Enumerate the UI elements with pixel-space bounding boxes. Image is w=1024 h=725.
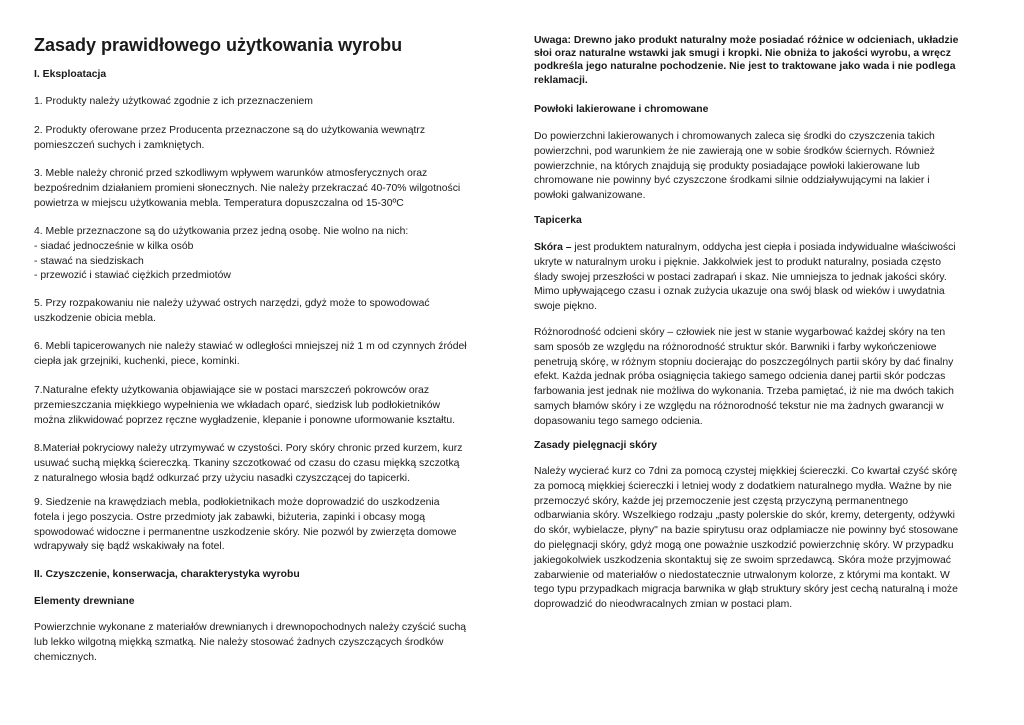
coatings-text: Do powierzchni lakierowanych i chromowanych zaleca się środki do czyszczenia takich powierzchni, pod warunkiem że nie zawierają one w sobie środków ściernych. Również powierzchnie, na których znajdują się produkty posiadające powłoki lakierowane lub chromowane nie powinny być czyszczone środkami silnie oddziaływującymi na lakier i powłoki galwanizowane. [534, 131, 935, 202]
rule-item-3: 3. Meble należy chronić przed szkodliwym wpływem warunków atmosferycznych oraz bezpośrednim działaniem promieni słonecznych. Nie należy przekraczać 40-70% wilgotności powietrza w miejscu użytkowania mebla. Temperatura dopuszczalna od 15-30ºC [34, 168, 461, 209]
rule-item-6: 6. Mebli tapicerowanych nie należy stawiać w odległości mniejszej niż 1 m od czynnych źródeł ciepła jak grzejniki, kuchenki, piece, kominki. [34, 341, 467, 367]
section-czyszczenie-heading: II. Czyszczenie, konserwacja, charakterystyka wyrobu [34, 569, 300, 580]
rule-item-8: 8.Materiał pokryciowy należy utrzymywać w czystości. Pory skóry chronic przed kurzem, kurz usuwać suchą miękką ściereczką. Tkaniny szczotkować od czasu do czasu miękką szczotką z naturalnego włosia bądź odkurzać przy użyciu nasadki czyszczącej do tapicerki. [34, 443, 463, 484]
rule-item-2: 2. Produkty oferowane przez Producenta przeznaczone są do użytkowania wewnątrz pomieszczeń suchych i zamkniętych. [34, 125, 426, 151]
rule-item-9: 9. Siedzenie na krawędziach mebla, podłokietnikach może doprowadzić do uszkodzenia fotela i jego poszycia. Ostre przedmioty jak zabawki, biżuteria, zapinki i obcasy mogą spowodować widoczne i permanentne uszkodzenie skóry. Nie pozwól by zwierzęta domowe wdrapywały się bądź wskakiwały na fotel. [34, 497, 457, 553]
rule-item-4: 4. Meble przeznaczone są do użytkowania przez jedną osobę. Nie wolno na nich: - siadać jednocześnie w kilka osób - stawać na siedziskach - przewozić i stawiać ciężkich przedmiotów [34, 226, 409, 282]
coatings-heading: Powłoki lakierowane i chromowane [534, 104, 709, 115]
rule-item-7: 7.Naturalne efekty użytkowania objawiające sie w postaci marszczeń pokrowców oraz przemieszczania miękkiego wypełnienia we wkładach oparć, siedzisk lub podłokietników można zlikwidować poprzez ręczne wygładzenie, klepanie i ponowne uformowanie kształtu. [34, 385, 456, 426]
leather-text: Skóra – jest produktem naturalnym, oddycha jest ciepła i posiada indywidualne właściwości ukryte w naturalnym uroku i pięknie. Jakkolwiek jest to produkt naturalny, posiada często ślady swojej przeszłości w postaci zadrapań i skaz. Nie umniejsza to jednak jakości skóry. Mimo upływającego czasu i oznak zużycia ukazuje ona swój blask od wieków i uwydatnia swoje piękno. [534, 242, 956, 313]
care-text: Należy wycierać kurz co 7dni za pomocą czystej miękkiej ściereczki. Co kwartał czyść skórę za pomocą miękkiej ściereczki i letniej wody z dodatkiem naturalnego mydła. Ważne by nie przemoczyć skóry, każde jej przemoczenie jest częstą przyczyną permanentnego odbarwiania skóry. Wszelkiego rodzaju „pasty polerskie do skór, kremy, detergenty, odżywki do skór, wybielacze, płyny" na bazie spirytusu oraz odplamiacze nie powinny być stosowane do pielęgnacji skóry, gdyż mogą one poważnie uszkodzić powierzchnię skóry. W przypadku jakiegokolwiek uszkodzenia skontaktuj się ze swoim sprzedawcą. Skóra może przyjmować zabarwienie od materiałów o niedostatecznie utrwalonym kolorze, z którymi ma kontakt. W tego typu przypadkach migracja barwnika w głąb struktury skóry jest cechą naturalną i może doprowadzić do nieodwracalnych zmian w postaci plam. [534, 466, 959, 611]
wood-text: Powierzchnie wykonane z materiałów drewnianych i drewnopochodnych należy czyścić suchą lub lekko wilgotną miękką szmatką. Nie należy stosować żadnych czyszczących środków chemicznych. [34, 622, 467, 663]
care-heading: Zasady pielęgnacji skóry [534, 440, 658, 451]
rule-item-5: 5. Przy rozpakowaniu nie należy używać ostrych narzędzi, gdyż może to spowodować uszkodzenie obicia mebla. [34, 298, 430, 324]
wood-heading: Elementy drewniane [34, 596, 135, 607]
leather-shades-text: Różnorodność odcieni skóry – człowiek nie jest w stanie wygarbować każdej skóry na ten sam sposób ze względu na różnorodność struktur skór. Barwniki i farby wykończeniowe penetrują skórę, w różnym stopniu docierając do poszczególnych partii skóry by dać finalny efekt. Każda jednak próba osiągnięcia takiego samego odcienia danej partii skór podczas farbowania jest jednak nie możliwa do wykonania. Trzeba pamiętać, iż nie ma dwóch takich samych błamów skóry i ze względu na różnorodność tekstur nie ma żadnych gwarancji w dopasowaniu tego samego odcienia. [534, 327, 954, 427]
upholstery-heading: Tapicerka [534, 215, 582, 226]
leather-label: Skóra – [534, 242, 572, 253]
rule-item-1: 1. Produkty należy użytkować zgodnie z ich przeznaczeniem [34, 96, 313, 107]
page-title: Zasady prawidłowego użytkowania wyrobu [34, 35, 403, 55]
section-eksploatacja-heading: I. Eksploatacja [34, 69, 107, 80]
wood-note: Uwaga: Drewno jako produkt naturalny może posiadać różnice w odcieniach, układzie słoi oraz naturalne wstawki jak smugi i kropki. Nie obniża to jakości wyrobu, a wręcz podkreśla jego naturalne pochodzenie. Nie jest to traktowane jako wada i nie podlega reklamacji. [534, 35, 959, 86]
